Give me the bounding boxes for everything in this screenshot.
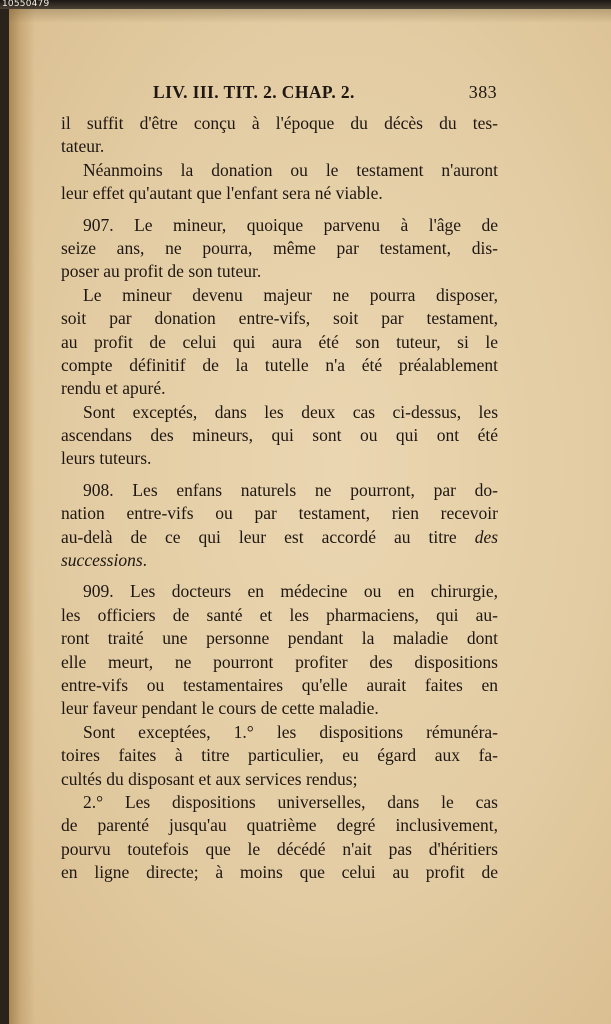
text-line: ascendans des mineurs, qui sont ou qui ont été [61, 425, 498, 446]
body-text [61, 112, 498, 885]
text-line: de parenté jusqu'au quatrième degré inclusivement, [61, 815, 498, 836]
text-line [61, 526, 498, 549]
text-line: poser au profit de son tuteur. [61, 261, 262, 282]
text-line: toires faites à titre particulier, eu égard aux fa- [61, 745, 498, 766]
text-line: compte définitif de la tutelle n'a été préalablement [61, 354, 498, 375]
italic-text: successions [61, 550, 143, 571]
text-line: elle meurt, ne pourront profiter des dispositions [61, 651, 498, 672]
scan-top-strip [0, 0, 611, 9]
book-page [9, 9, 611, 1024]
article-908-start: 908. Les enfans naturels ne pourront, par do- [83, 479, 498, 500]
paragraph-gap [61, 572, 498, 580]
article-909-start: 909. Les docteurs en médecine ou en chirurgie, [83, 581, 498, 602]
page-top-shadow [9, 9, 611, 23]
text-line: leurs tuteurs. [61, 448, 152, 469]
text-line: rendu et apuré. [61, 378, 166, 399]
paragraph-gap [61, 206, 498, 214]
text-span: au-delà de ce qui leur est accordé au titre [61, 526, 457, 547]
text-line: Sont exceptés, dans les deux cas ci-dessus, les [83, 401, 498, 422]
text-line: 2.° Les dispositions universelles, dans le cas [83, 791, 498, 812]
text-line: soit par donation entre-vifs, soit par testament, [61, 308, 498, 329]
paragraph-gap [61, 471, 498, 479]
text-line: Le mineur devenu majeur ne pourra disposer, [83, 284, 498, 305]
text-line: cultés du disposant et aux services rendus; [61, 768, 358, 789]
text-span: . [142, 550, 148, 571]
text-line: tateur. [61, 136, 105, 157]
text-line [61, 549, 498, 572]
text-line: ront traité une personne pendant la maladie dont [61, 628, 498, 649]
text-line: entre-vifs ou testamentaires qu'elle aurait faites en [61, 674, 498, 695]
text-line: leur effet qu'autant que l'enfant sera né viable. [61, 183, 383, 204]
article-907-start: 907. Le mineur, quoique parvenu à l'âge de [83, 214, 498, 235]
text-line: pourvu toutefois que le décédé n'ait pas d'héritiers [61, 838, 498, 859]
text-line: il suffit d'être conçu à l'époque du décès du tes- [61, 113, 498, 133]
page-number: 383 [468, 82, 497, 102]
text-line: au profit de celui qui aura été son tuteur, si le [61, 331, 498, 352]
text-line: en ligne directe; à moins que celui au profit de [61, 862, 498, 883]
text-line: les officiers de santé et les pharmaciens, qui au- [61, 604, 498, 625]
scan-id-label: 10550479 [2, 0, 50, 9]
page-binding-edge [9, 9, 35, 1024]
running-title: LIV. III. TIT. 2. CHAP. 2. [153, 82, 355, 102]
text-line: Sont exceptées, 1.° les dispositions rémunéra- [83, 721, 498, 742]
running-header [153, 82, 497, 106]
text-line: seize ans, ne pourra, même par testament, dis- [61, 237, 498, 258]
italic-text: des [474, 526, 498, 547]
text-line: Néanmoins la donation ou le testament n'auront [83, 159, 498, 180]
text-line: leur faveur pendant le cours de cette maladie. [61, 698, 379, 719]
text-line: nation entre-vifs ou par testament, rien recevoir [61, 503, 498, 524]
